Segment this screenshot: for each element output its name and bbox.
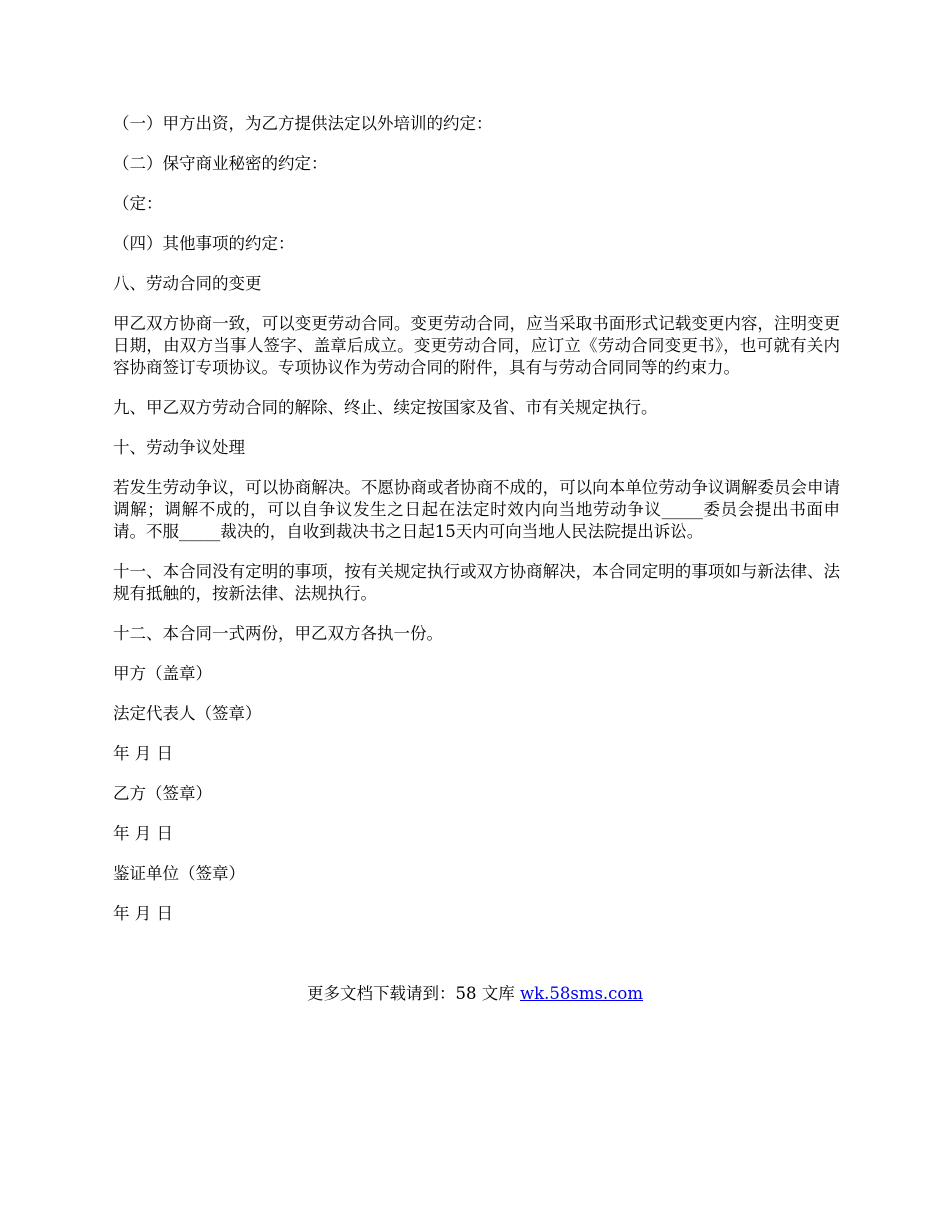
clause-other-matters: （四）其他事项的约定： — [113, 234, 295, 253]
clause-trade-secret: （二）保守商业秘密的约定： — [113, 154, 328, 173]
clause-training: （一）甲方出资，为乙方提供法定以外培训的约定： — [113, 114, 493, 133]
verifier-signature: 鉴证单位（签章） — [113, 864, 245, 883]
section-9: 九、甲乙双方劳动合同的解除、终止、续定按国家及省、市有关规定执行。 — [113, 398, 658, 417]
date-line-party-a: 年 月 日 — [113, 744, 173, 763]
date-line-verifier: 年 月 日 — [113, 904, 173, 923]
section-12: 十二、本合同一式两份，甲乙双方各执一份。 — [113, 624, 443, 643]
party-a-seal: 甲方（盖章） — [113, 664, 212, 683]
party-b-signature: 乙方（签章） — [113, 784, 212, 803]
clause-fragment: （定： — [113, 194, 163, 213]
footer-link[interactable]: wk.58sms.com — [519, 984, 643, 1003]
section-heading-10: 十、劳动争议处理 — [113, 438, 245, 457]
section-11: 十一、本合同没有定明的事项，按有关规定执行或双方协商解决，本合同定明的事项如与新法律、法规有抵触的，按新法律、法规执行。 — [113, 562, 840, 603]
section-8-body: 甲乙双方协商一致，可以变更劳动合同。变更劳动合同，应当采取书面形式记载变更内容，注明变更日期，由双方当事人签字、盖章后成立。变更劳动合同，应订立《劳动合同变更书》，也可就有关内容协商签订专项协议。专项协议作为劳动合同的附件，具有与劳动合同同等的约束力。 — [113, 314, 840, 377]
date-line-party-b: 年 月 日 — [113, 824, 173, 843]
document-body — [113, 113, 840, 943]
footer — [0, 983, 950, 1005]
section-10-body: 若发生劳动争议，可以协商解决。不愿协商或者协商不成的，可以向本单位劳动争议调解委员会申请调解；调解不成的，可以自争议发生之日起在法定时效内向当地劳动争议_____委员会提出书面申请。不服_____裁决的，自收到裁决书之日起15天内可向当地人民法院提出诉讼。 — [113, 478, 840, 541]
section-heading-8: 八、劳动合同的变更 — [113, 274, 262, 293]
legal-representative-signature: 法定代表人（签章） — [113, 704, 262, 723]
footer-text: 更多文档下载请到：58 文库 — [306, 984, 520, 1003]
